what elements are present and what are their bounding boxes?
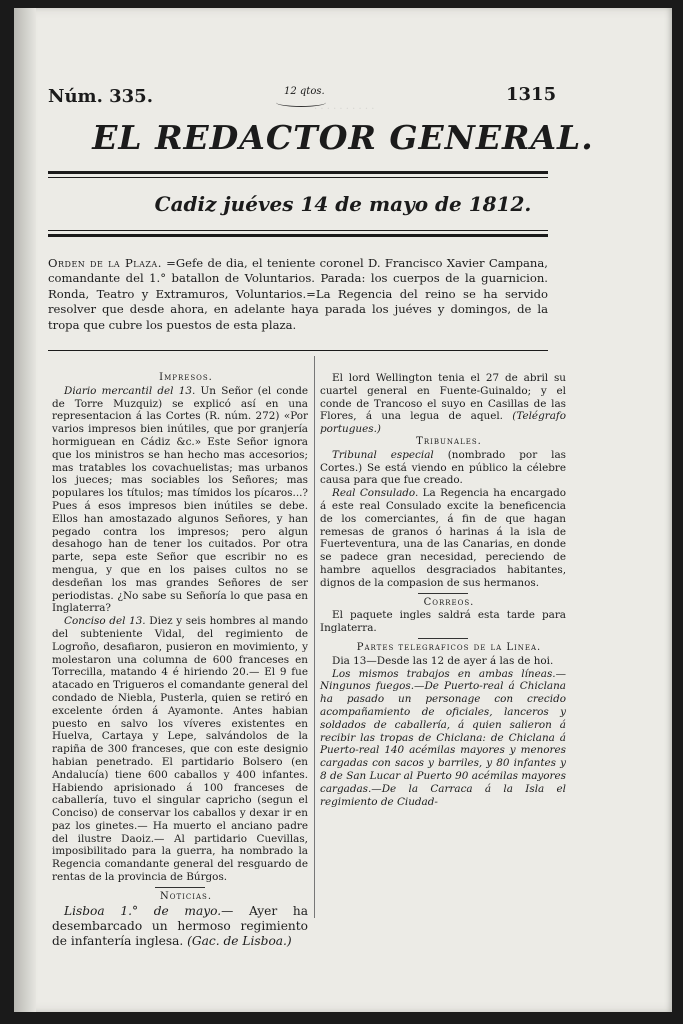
heading-partes: Partes telegraficos de la Linea. [356,641,542,653]
orden-title: Orden de la Plaza. [48,256,162,270]
conciso-lead: Conciso del 13. [64,615,146,628]
dateline-rule-thin [48,230,548,231]
wellington-source: (Telégrafo portugues.) [320,410,566,436]
diario-paragraph [52,385,308,615]
lisboa-source: (Gac. de Lisboa.) [187,933,292,948]
wellington-body: El lord Wellington tenia el 27 de abril su cuartel general en Fuente-Guinaldo; y el conde de Trancoso el suyo en Casillas de las Flores, á una legua de aquel. [320,372,566,423]
bleed-through-text: · · · · · · · · · · [314,104,375,115]
heading-impresos: Impresos. [159,372,213,383]
separator-dash [155,887,205,888]
orden-body: =Gefe de dia, el teniente coronel D. Francisco Xavier Campana, comandante del 1.° batallon de Voluntarios. Parada: los cuerpos de la guarnicion. Ronda, Teatro y Extramuros, Voluntarios.=La Regencia del reino se ha servido resolver que desde ahora, en adelante haya parada los juéves y domingos, de la tropa que cubre los puestos de esta plaza. [48,256,548,332]
binding-gutter [14,8,36,1012]
column-divider [314,356,315,918]
masthead-title: EL REDACTOR GENERAL. [92,118,594,157]
tribunal-lead: Tribunal especial [332,448,434,461]
conciso-paragraph [52,615,308,884]
issue-number: Núm. 335. [48,86,153,107]
heading-correos: Correos. [423,596,475,608]
orden-de-la-plaza [48,256,548,333]
consulado-body: La Regencia ha encargado á este real Consulado excite la beneficencia de los comerciantes, á fin de que hagan remesas de granos ó harinas á la isla de Fuerteventura, una de las Canarias, en donde se padece gran necesidad, pereciendo de hambre aquellos desgraciados habitantes, dignos de la compasion de sus hermanos. [320,487,566,589]
conciso-body: Diez y seis hombres al mando del subteniente Vidal, del regimiento de Logroño, desafiaron, pusieron en movimiento, y molestaron una columna de 600 franceses en Torrecilla, matando 4 é hiriendo 20.— El 9 fue atacado en Trigueros el comandante general del condado de Niebla, Pusterla, quien se retiró en excelente órden á Ayamonte. Antes habian puesto en salvo los víveres existentes en Huelva, Cartaya y Lepe, salvándolos de la rapiña de 300 franceses, que con este designio habian penetrado. El partidario Bolsero (en Andalucía) tiene 600 caballos y 400 infantes. Habiendo aprisionado á 100 franceses de caballería, tuvo el singular capricho (segun el Conciso) de conservar los caballos y dexar ir en paz los ginetes.— Ha muerto el anciano padre del ilustre Daoiz.— Al partidario Cuevillas, imposibilitado para la guerra, ha nombrado la Regencia comandante general del resguardo de rentas de la provincia de Búrgos. [52,615,308,884]
section-rule [48,350,548,351]
correos-paragraph: El paquete ingles saldrá esta tarde para Inglaterra. [320,609,566,635]
right-column [320,372,566,808]
masthead-rule-thin [48,177,548,178]
wellington-paragraph [320,372,566,436]
heading-tribunales: Tribunales. [416,435,482,447]
left-column [52,372,308,949]
tribunal-paragraph [320,449,566,487]
partes-intro: Dia 13—Desde las 12 de ayer á las de hoi. [332,654,554,667]
tribunal-body: (nombrado por las Cortes.) Se está viendo en público la célebre causa para que fue creado. [320,448,566,487]
newspaper-page [14,8,672,1012]
dateline: Cadiz juéves 14 de mayo de 1812. [154,192,532,216]
lisboa-body: — Ayer ha desembarcado un hermoso regimiento de infantería inglesa. [52,903,308,948]
diario-body: Un Señor (el conde de Torre Muzquiz) se explicó así en una representacion á las Cortes (R. núm. 272) «Por varios impresos bien inútiles, que por granjería hormiguean en Cádiz &c.» Este Señor ignora que los ministros se han hecho mas accesorios; mas tratables los covachuelistas; mas urbanos los jueces; mas sociables los Señores; mas populares los títulos; mas tímidos los pícaros...? Pues á esos impresos bien inútiles se debe. Ellos han amostazado algunos Señores, y han pegado contra los impresos; pero algun desahogo han de tener los cuitados. Por otra parte, sepa este Señor que escribir no es mengua, y que en los paises cultos no se desdeñan los mas grandes Señores de ser periodistas. ¿No sabe su Señoría lo que pasa en Inglaterra? [52,384,308,615]
heading-noticias: Noticias. [159,890,213,902]
partes-body: Los mismos trabajos en ambas líneas.—Ningunos fuegos.—De Puerto-real á Chiclana ha pasado un personage con crecido acompañamiento de oficiales, lanceros y soldados de caballería, á quien salieron á recibir las tropas de Chiclana: de Chiclana á Puerto-real 140 acémilas mayores y menores cargadas con sacos y barriles, y 80 infantes y 8 de San Lucar al Puerto 90 acémilas mayores cargadas.—De la Carraca á la Isla el regimiento de Ciudad- [320,667,566,808]
lisboa-paragraph [52,904,308,949]
consulado-lead: Real Consulado. [332,487,419,500]
masthead-rule-thick [48,171,548,174]
lisboa-lead: Lisboa 1.° de mayo. [64,903,222,918]
page-number: 1315 [506,84,557,105]
consulado-paragraph [320,487,566,589]
diario-lead: Diario mercantil del 13. [64,384,196,397]
issue-price: 12 qtos. [284,86,325,97]
dateline-rule-thick [48,234,548,237]
price-brace [276,98,326,107]
separator-dash [418,593,468,594]
separator-dash [418,638,468,639]
